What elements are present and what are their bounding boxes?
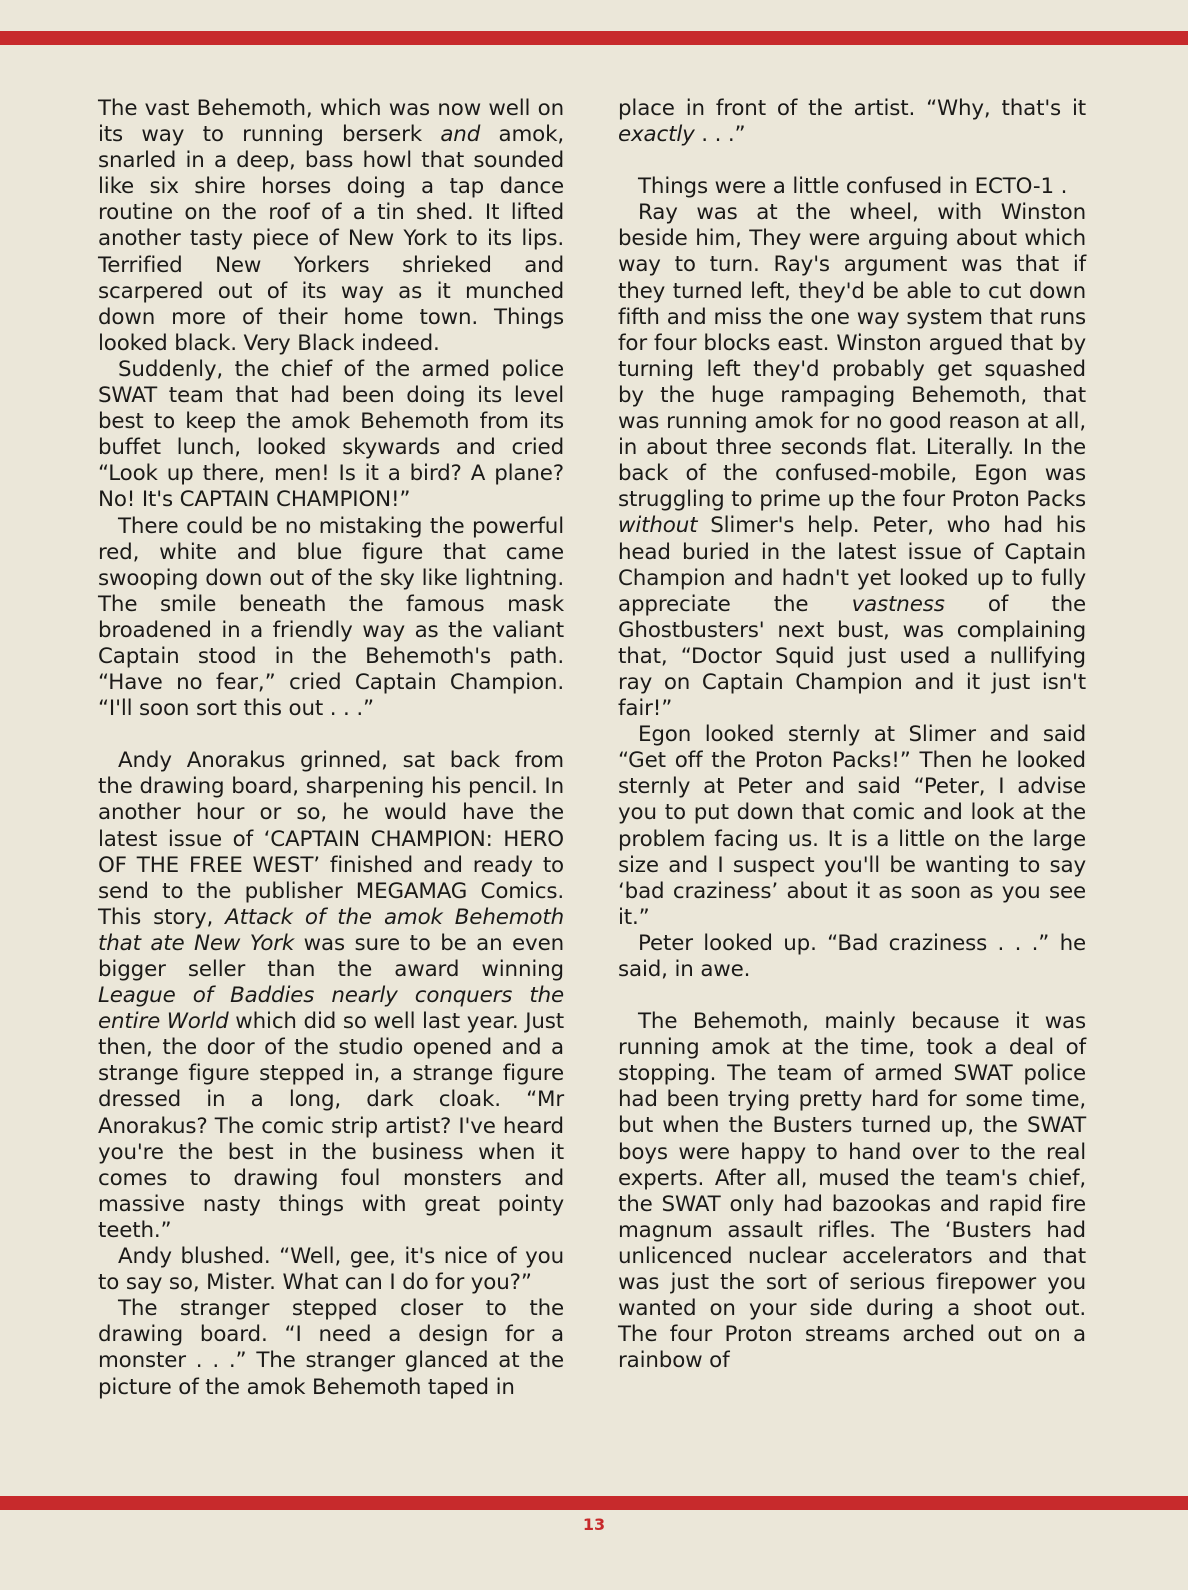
paragraph (98, 357, 564, 514)
italic-text: and (440, 122, 481, 148)
italic-text: League of Baddies nearly conquers the entire World (98, 983, 564, 1035)
text-run: Slimer's help. Peter, who had his head buried in the latest issue of Captain Champion and hadn't yet looked up to fully appreciate the (618, 513, 1086, 617)
text-run: . . .” (694, 122, 746, 148)
italic-text: exactly (618, 122, 695, 148)
text-run: The vast Behemoth, which was now well on its way to running berserk (98, 96, 564, 148)
text-run: Things were a little confused in ECTO-1 . (638, 174, 1068, 200)
paragraph (98, 1296, 564, 1400)
paragraph (618, 722, 1086, 931)
italic-text: Attack of the amok Behemoth that ate New York (98, 904, 565, 956)
paragraph (618, 931, 1086, 983)
text-run: Peter looked up. “Bad craziness . . .” he said, in awe. (618, 930, 1086, 982)
paragraph (98, 1244, 564, 1296)
paragraph (618, 174, 1086, 200)
page-number: 13 (582, 1515, 606, 1534)
right-text-column (618, 96, 1086, 1374)
text-run: Egon looked sternly at Slimer and said “Get off the Proton Packs!” Then he looked sternly at Peter and said “Peter, I advise you to put down that comic and look at the problem facing us. It is a little on the large size and I suspect you'll be wanting to say ‘bad craziness’ about it as soon as you see it.” (618, 722, 1086, 930)
text-run: was sure to be an even bigger seller than the award winning (98, 930, 564, 982)
text-run: The Behemoth, mainly because it was running amok at the time, took a deal of stopping. The team of armed SWAT police had been trying pretty hard for some time, but when the Busters turned up, the SWAT boys were happy to hand over to the real experts. After all, mused the team's chief, the SWAT only had bazookas and rapid fire magnum assault rifles. The ‘Busters had unlicenced nuclear accelerators and that was just the sort of serious firepower you wanted on your side during a shoot out. The four Proton streams arched out on a rainbow of (618, 1009, 1086, 1374)
left-text-column (98, 96, 564, 1401)
text-run: The stranger stepped closer to the drawing board. “I need a design for a monster . . .” The stranger glanced at the picture of the amok Behemoth taped in (98, 1296, 564, 1400)
paragraph (98, 514, 564, 723)
italic-text: vastness (851, 591, 945, 617)
paragraph (618, 96, 1086, 148)
text-run: Ray was at the wheel, with Winston beside him, They were arguing about which way to turn. Ray's argument was that if they turned left, they'd be able to cut down fifth and miss the one way system that runs for four blocks east. Winston argued that by turning left they'd probably get squashed by the huge rampaging Behemoth, that was running amok for no good reason at all, in about three seconds flat. Literally. In the back of the confused-mobile, Egon was struggling to prime up the four Proton Packs (618, 200, 1086, 513)
italic-text: without (618, 513, 698, 539)
top-red-rule (0, 31, 1188, 45)
text-run: place in front of the artist. “Why, that's it (618, 96, 1086, 121)
paragraph (98, 96, 564, 357)
text-run: amok, snarled in a deep, bass howl that sounded like six shire horses doing a tap dance routine on the roof of a tin shed. It lifted another tasty piece of New York to its lips. Terrified New Yorkers shrieked and scarpered out of its way as it munched down more of their home town. Things looked black. Very Black indeed. (98, 122, 564, 356)
paragraph (618, 200, 1086, 722)
text-run: Suddenly, the chief of the armed police SWAT team that had been doing its level best to keep the amok Behemoth from its buffet lunch, looked skywards and cried “Look up there, men! Is it a bird? A plane? No! It's CAPTAIN CHAMPION!” (98, 356, 564, 513)
text-run: Andy blushed. “Well, gee, it's nice of you to say so, Mister. What can I do for you?” (98, 1244, 564, 1296)
bottom-red-rule (0, 1496, 1188, 1510)
text-run: Andy Anorakus grinned, sat back from the drawing board, sharpening his pencil. In another hour or so, he would have the latest issue of ‘CAPTAIN CHAMPION: HERO OF THE FREE WEST’ finished and ready to send to the publisher MEGAMAG Comics. This story, (98, 748, 564, 930)
text-run: which did so well last year. Just then, the door of the studio opened and a strange figure stepped in, a strange figure dressed in a long, dark cloak. “Mr Anorakus? The comic strip artist? I've heard you're the best in the business when it comes to drawing foul monsters and massive nasty things with great pointy teeth.” (98, 1009, 565, 1243)
text-run: of the Ghostbusters' next bust, was complaining that, “Doctor Squid just used a nullifying ray on Captain Champion and it just isn't fair!” (618, 591, 1086, 722)
paragraph (98, 748, 564, 1244)
paragraph (618, 1009, 1086, 1374)
text-run: There could be no mistaking the powerful red, white and blue figure that came swooping down out of the sky like lightning. The smile beneath the famous mask broadened in a friendly way as the valiant Captain stood in the Behemoth's path. “Have no fear,” cried Captain Champion. “I'll soon sort this out . . .” (98, 513, 564, 722)
